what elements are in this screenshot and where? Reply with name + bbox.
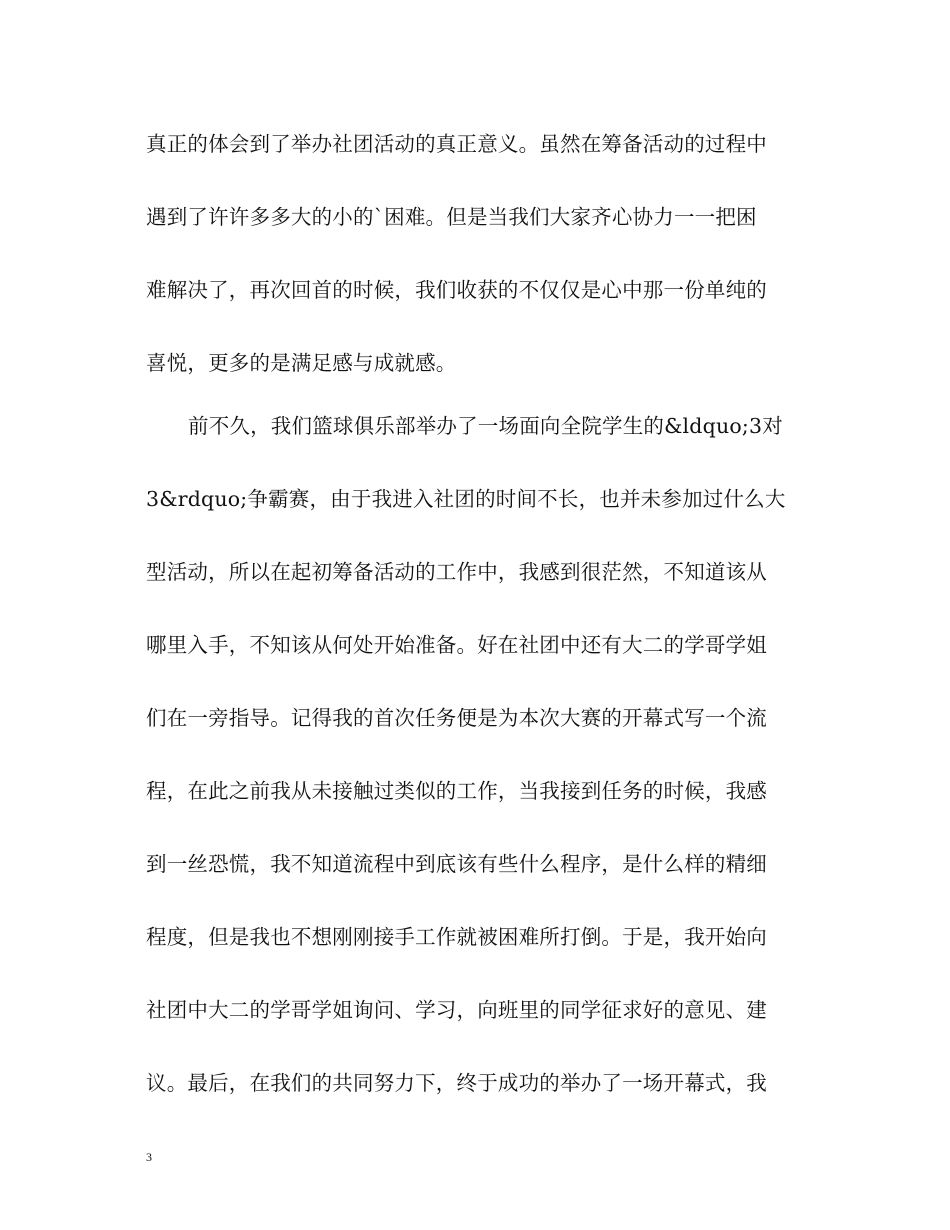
text-line: 社团中大二的学哥学姐询问、学习，向班里的同学征求好的意见、建 [146, 998, 767, 1022]
page-number: 3 [146, 1150, 152, 1164]
text-line: 型活动，所以在起初筹备活动的工作中，我感到很茫然，不知道该从 [146, 560, 767, 584]
text-line: 哪里入手，不知该从何处开始准备。好在社团中还有大二的学哥学姐 [146, 633, 767, 657]
text-line: 3&rdquo;争霸赛，由于我进入社团的时间不长，也并未参加过什么大 [146, 487, 786, 511]
text-line: 们在一旁指导。记得我的首次任务便是为本次大赛的开幕式写一个流 [146, 706, 767, 730]
text-line: 遇到了许许多多大的小的`困难。但是当我们大家齐心协力一一把困 [146, 205, 757, 229]
text-line: 程度，但是我也不想刚刚接手工作就被困难所打倒。于是，我开始向 [146, 925, 767, 949]
text-line: 真正的体会到了举办社团活动的真正意义。虽然在筹备活动的过程中 [146, 132, 767, 156]
text-line: 到一丝恐慌，我不知道流程中到底该有些什么程序，是什么样的精细 [146, 852, 767, 876]
text-line: 喜悦，更多的是满足感与成就感。 [146, 351, 457, 375]
text-line: 程，在此之前我从未接触过类似的工作，当我接到任务的时候，我感 [146, 779, 767, 803]
text-line: 难解决了，再次回首的时候，我们收获的不仅仅是心中那一份单纯的 [146, 278, 767, 302]
paragraph-start-line: 前不久，我们篮球俱乐部举办了一场面向全院学生的&ldquo;3对 [188, 414, 783, 438]
text-line: 议。最后，在我们的共同努力下，终于成功的举办了一场开幕式，我 [146, 1071, 767, 1095]
